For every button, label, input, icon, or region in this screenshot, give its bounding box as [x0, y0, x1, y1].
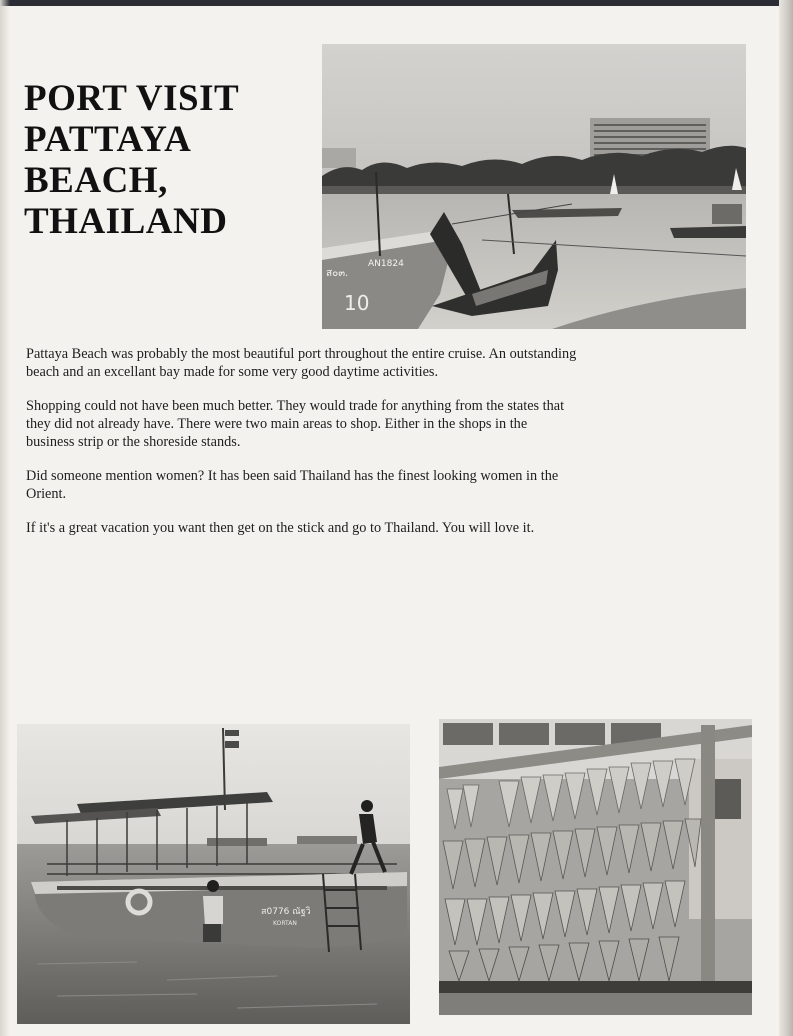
svg-text:AN1824: AN1824	[368, 259, 404, 269]
page-left-shadow	[0, 0, 10, 1036]
paragraph-2: Shopping could not have been much better. They would trade for anything from the states that they did not already have. There were two main areas to shop. Either in the shops in the business strip or the shoreside stands.	[26, 398, 565, 450]
harbor-boats-photo	[322, 44, 746, 329]
paragraph-3: Did someone mention women? It has been said Thailand has the finest looking women in the Orient.	[26, 468, 559, 502]
title-line-4: THAILAND	[24, 201, 228, 242]
svg-text:ส๐๓.: ส๐๓.	[326, 268, 349, 279]
paragraph-1: Pattaya Beach was probably the most beautiful port throughout the entire cruise. An outstanding beach and an excellant bay made for some very good daytime activities.	[26, 346, 577, 380]
svg-text:ส0776 ณัฐวิ: ส0776 ณัฐวิ	[261, 907, 311, 917]
title-line-3: BEACH,	[24, 160, 168, 201]
article-body	[26, 345, 578, 553]
page-top-edge	[0, 0, 793, 6]
title-line-1: PORT VISIT	[24, 78, 240, 119]
svg-text:KORTAN: KORTAN	[273, 920, 297, 927]
page-title	[24, 78, 294, 242]
paragraph-4: If it's a great vacation you want then get on the stick and go to Thailand. You will love it.	[26, 520, 535, 536]
ferry-boat-photo	[17, 724, 410, 1024]
dried-squid-stand-photo	[439, 719, 752, 1015]
title-line-2: PATTAYA	[24, 119, 192, 160]
page-right-edge	[779, 0, 793, 1036]
boat-hull-number: 10	[344, 291, 370, 315]
